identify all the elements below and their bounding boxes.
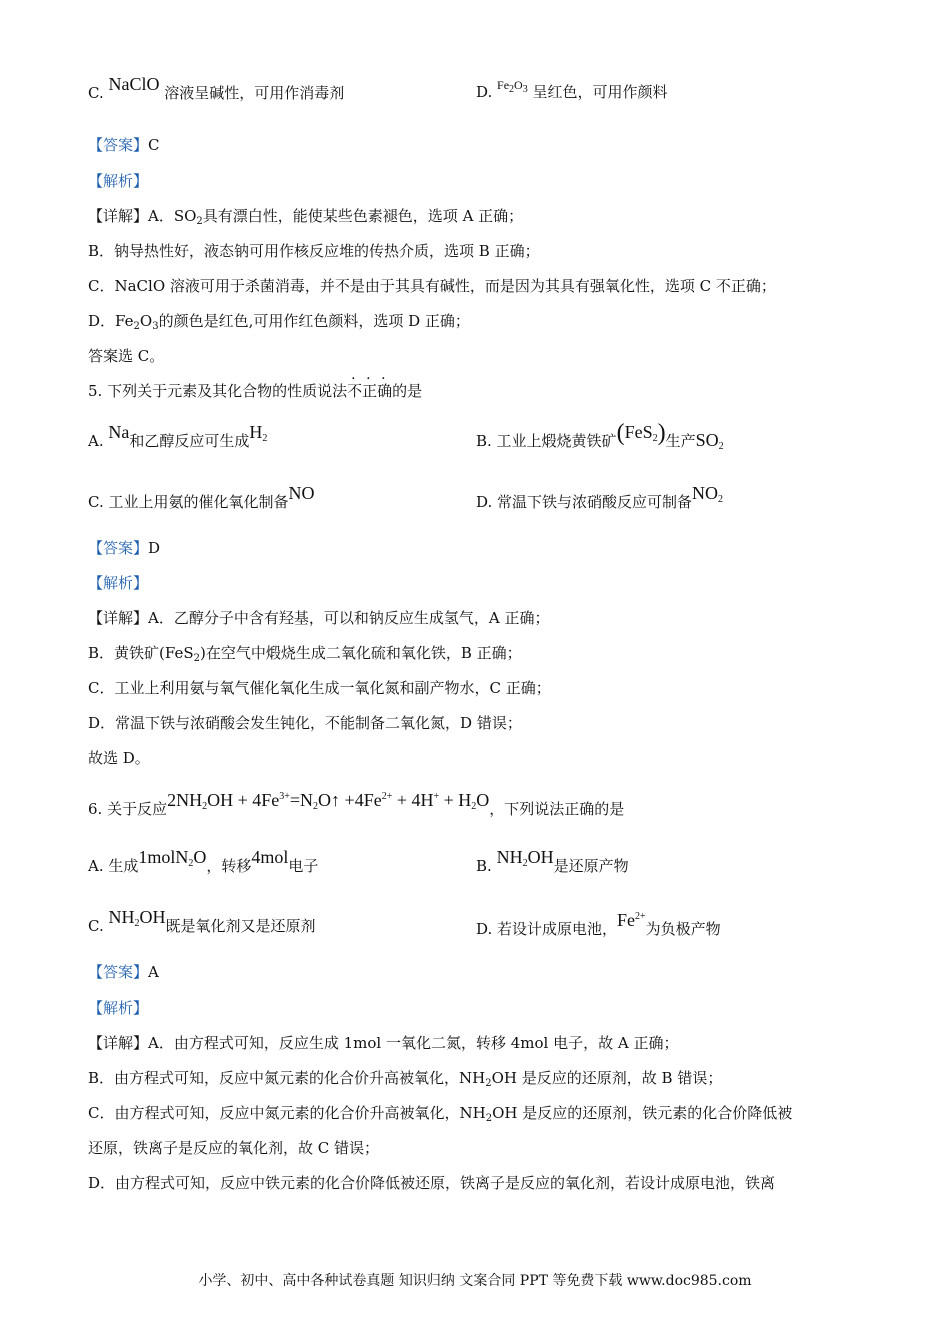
formula-naclo: NaClO xyxy=(108,74,160,94)
q6-stem: 6. 关于反应$2NH_2OH$ + $4Fe^{3+}=N_2O↑ +4Fe^{2+} + 4H^+ + H_2O$，下列说法正确的是 xyxy=(88,790,625,818)
q4-answer: 【答案】C xyxy=(88,136,160,154)
q5-analysis-label: 【解析】 xyxy=(88,574,149,592)
q5-option-b: B. 工业上煅烧黄铁矿(FeS$_2$)生产$SO_2$ xyxy=(476,420,724,452)
q4-conclusion: 答案选 C。 xyxy=(88,347,165,365)
q5-answer: 【答案】D xyxy=(88,539,161,557)
q5-option-d: D. 常温下铁与浓硝酸反应可制备$NO_2$ xyxy=(476,483,724,511)
q6-detail-1: 【详解】A．由方程式可知，反应生成 1mol 一氧化二氮，转移 4mol 电子，故 A 正确； xyxy=(88,1034,679,1052)
q6-detail-4: D．由方程式可知，反应中铁元素的化合价降低被还原，铁离子是反应的氧化剂，若设计成原电池，铁离 xyxy=(88,1174,776,1192)
q6-detail-2: B．由方程式可知，反应中氮元素的化合价升高被氧化，$NH_2OH$ 是反应的还原剂，故 B 错误； xyxy=(88,1069,723,1089)
q4-option-d: D. $^{Fe_2O_3}$ 呈红色，可用作颜料 xyxy=(476,78,668,101)
q5-detail-1: 【详解】A．乙醇分子中含有羟基，可以和钠反应生成氢气，A 正确； xyxy=(88,609,550,627)
q5-stem: 5. 下列关于元素及其化合物的性质说法不正确的是 xyxy=(88,382,423,400)
q5-option-a: A. Na和乙醇反应可生成$H_2$ xyxy=(88,422,268,450)
q6-detail-3-cont: 还原，铁离子是反应的氧化剂，故 C 错误； xyxy=(88,1139,380,1157)
q4-option-c: C. NaClO 溶液呈碱性，可用作消毒剂 xyxy=(88,74,345,102)
q5-detail-4: D．常温下铁与浓硝酸会发生钝化，不能制备二氧化氮，D 错误； xyxy=(88,714,522,732)
q4-detail-1: 【详解】A．$SO_2$具有漂白性，能使某些色素褪色，选项 A 正确； xyxy=(88,207,524,227)
q6-option-c: C. $NH_2OH$既是氧化剂又是还原剂 xyxy=(88,907,316,935)
q5-conclusion: 故选 D。 xyxy=(88,749,150,767)
formula-fe2o3: Fe2O3 xyxy=(497,78,528,95)
q6-analysis-label: 【解析】 xyxy=(88,999,149,1017)
page-footer: 小学、初中、高中各种试卷真题 知识归纳 文案合同 PPT 等免费下载 www.doc985.com xyxy=(198,1273,752,1289)
q6-option-a: A. 生成1molN$_2$O，转移4mol电子 xyxy=(88,847,319,875)
q5-detail-2: B．黄铁矿(FeS$_2$)在空气中煅烧生成二氧化硫和氧化铁，B 正确； xyxy=(88,644,522,664)
q5-option-c: C. 工业上用氨的催化氧化制备NO xyxy=(88,483,315,511)
q5-detail-3: C．工业上利用氨与氧气催化氧化生成一氧化氮和副产物水，C 正确； xyxy=(88,679,551,697)
q6-answer: 【答案】A xyxy=(88,963,159,981)
q4-detail-4: D．$Fe_2O_3$的颜色是红色,可用作红色颜料，选项 D 正确； xyxy=(88,312,470,332)
q6-option-b: B. $NH_2OH$是还原产物 xyxy=(476,847,629,875)
q6-equation: $2NH_2OH$ + $4Fe^{3+}=N_2O↑ +4Fe^{2+} + 4H^+ + H_2O$ xyxy=(167,790,490,812)
q4-analysis-label: 【解析】 xyxy=(88,172,149,190)
q4-detail-3: C．NaClO 溶液可用于杀菌消毒，并不是由于其具有碱性，而是因为其具有强氧化性，选项 C 不正确； xyxy=(88,277,776,295)
q4-detail-2: B．钠导热性好，液态钠可用作核反应堆的传热介质，选项 B 正确； xyxy=(88,242,540,260)
q6-option-d: D. 若设计成原电池，$Fe^{2+}$为负极产物 xyxy=(476,910,721,938)
q6-detail-3: C．由方程式可知，反应中氮元素的化合价升高被氧化，$NH_2OH$ 是反应的还原剂，铁元素的化合价降低被 xyxy=(88,1104,793,1124)
